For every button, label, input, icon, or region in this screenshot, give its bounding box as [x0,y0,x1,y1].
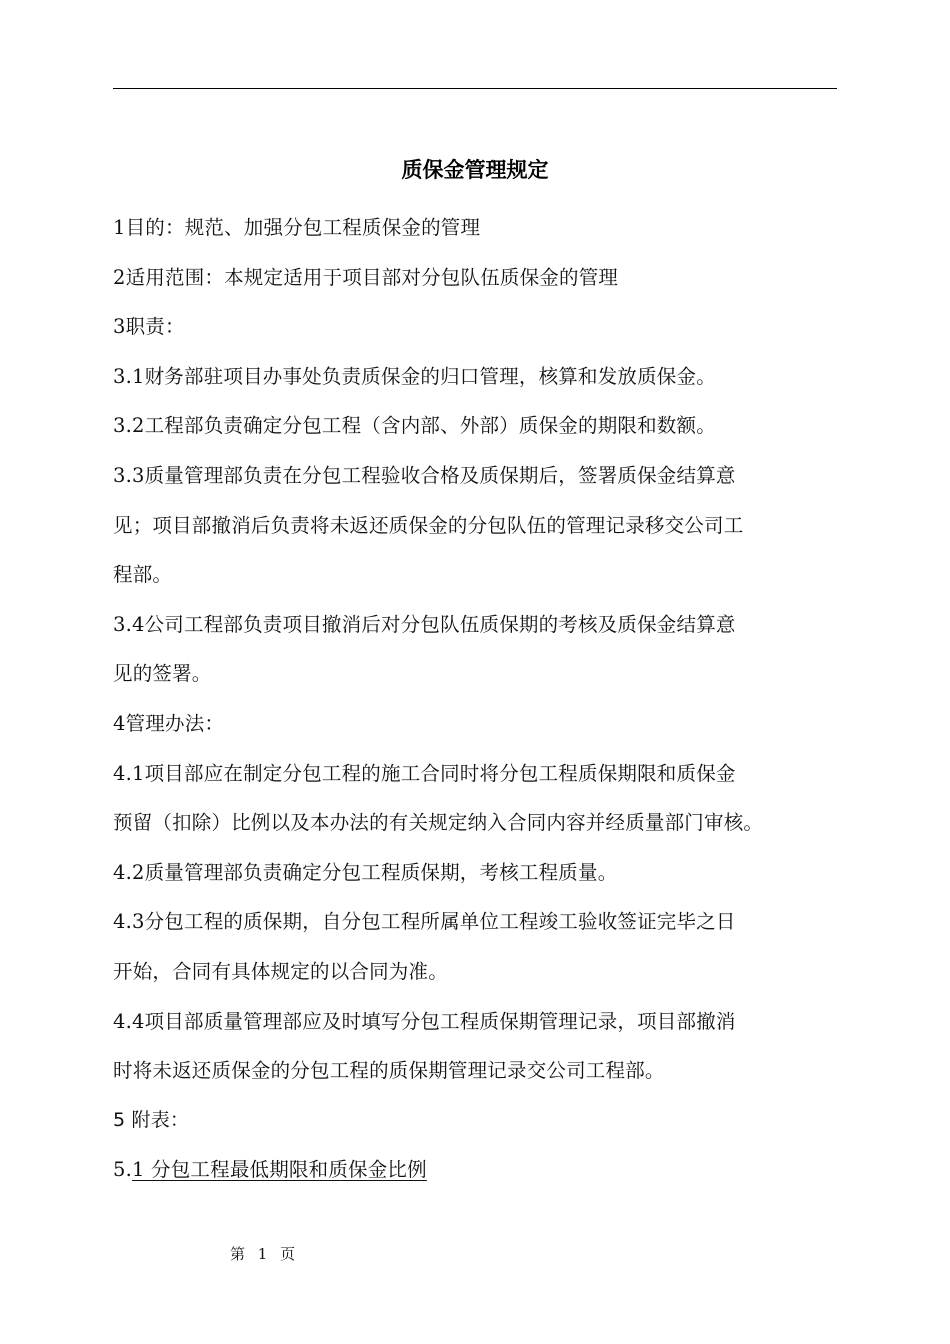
paragraph-line: 3.2工程部负责确定分包工程（含内部、外部）质保金的期限和数额。 [113,414,716,438]
appendix-item-prefix: 5. [113,1158,133,1182]
paragraph-line: 2适用范围：本规定适用于项目部对分包队伍质保金的管理 [113,265,619,289]
paragraph-line: 见；项目部撤消后负责将未返还质保金的分包队伍的管理记录移交公司工 [113,513,744,537]
paragraph-line: 4.1项目部应在制定分包工程的施工合同时将分包工程质保期限和质保金 [113,761,736,785]
appendix-item-link[interactable]: 1 分包工程最低期限和质保金比例 [132,1158,427,1182]
paragraph-line: 4.2质量管理部负责确定分包工程质保期，考核工程质量。 [113,860,618,884]
paragraph-line: 时将未返还质保金的分包工程的质保期管理记录交公司工程部。 [113,1059,665,1083]
header-rule [113,88,837,89]
paragraph-line: 3.1财务部驻项目办事处负责质保金的归口管理，核算和发放质保金。 [113,364,716,388]
paragraph-line: 3.4公司工程部负责项目撤消后对分包队伍质保期的考核及质保金结算意 [113,612,736,636]
page-number-suffix: 页 [280,1245,296,1263]
paragraph-line: 4管理办法： [113,711,225,735]
paragraph-line: 程部。 [113,563,173,587]
paragraph-line: 3职责： [113,315,185,339]
paragraph-line: 5 附表： [113,1108,190,1131]
document-title: 质保金管理规定 [401,158,549,182]
paragraph-line: 4.3分包工程的质保期，自分包工程所属单位工程竣工验收签证完毕之日 [113,910,736,934]
paragraph-line: 开始，合同有具体规定的以合同为准。 [113,959,448,983]
paragraph-line: 预留（扣除）比例以及本办法的有关规定纳入合同内容并经质量部门审核。 [113,811,764,835]
page-number-prefix: 第 [230,1245,246,1263]
document-body [113,203,843,1195]
paragraph-line: 4.4项目部质量管理部应及时填写分包工程质保期管理记录，项目部撤消 [113,1009,736,1033]
paragraph-list [113,203,843,1145]
paragraph-line: 1目的：规范、加强分包工程质保金的管理 [113,216,481,239]
appendix-item [113,1145,843,1195]
page-footer [230,1242,295,1266]
paragraph-line: 3.3质量管理部负责在分包工程验收合格及质保期后，签署质保金结算意 [113,463,736,487]
paragraph-line: 见的签署。 [113,662,212,686]
page-number: 1 [257,1245,268,1263]
